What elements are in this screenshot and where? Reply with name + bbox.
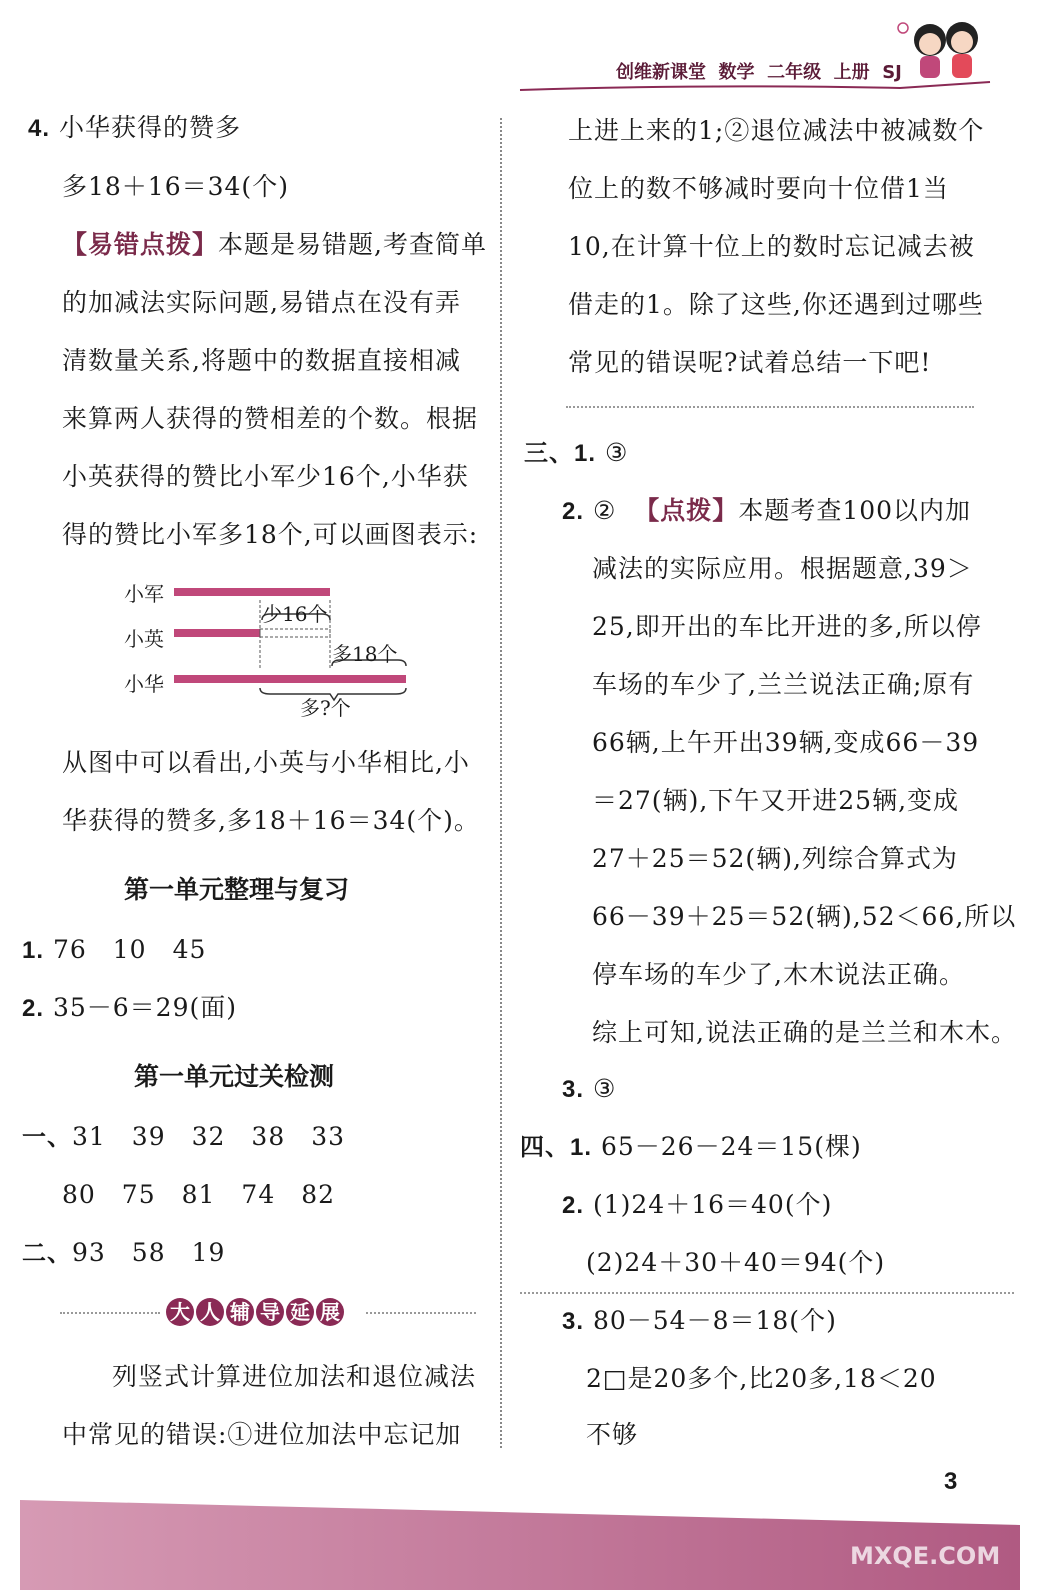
review-item-1: 1. 76 10 45	[22, 935, 207, 964]
volume: 上册	[833, 62, 870, 83]
q4-title: 小华获得的赞多	[58, 113, 241, 142]
label-more-q: 多?个	[300, 696, 351, 720]
ext-cont-line: 借走的1。除了这些,你还遇到过哪些	[568, 290, 984, 319]
s3-2-line: 27＋25＝52(辆),列综合算式为	[592, 844, 958, 873]
bar-xiaojun	[174, 588, 330, 596]
extension-line: 列竖式计算进位加法和退位减法	[112, 1362, 477, 1391]
s3-2-line: 停车场的车少了,木木说法正确。	[592, 960, 965, 989]
s4-item-2: 2. (1)24＋16＝40(个)	[562, 1190, 833, 1219]
column-divider	[500, 118, 502, 1448]
s4-item-3c: 不够	[586, 1420, 639, 1449]
test-item-2: 二、93 58 19	[22, 1238, 226, 1267]
s3-item-1: 三、1. ③	[524, 438, 629, 467]
conclusion-line: 华获得的赞多,多18＋16＝34(个)。	[62, 806, 480, 835]
test-item-1-row2: 80 75 81 74 82	[62, 1180, 336, 1209]
extension-banner: 大 人 辅 导 延 展	[166, 1298, 346, 1326]
s3-2-line: 车场的车少了,兰兰说法正确;原有	[592, 670, 975, 699]
test-item-1: 一、31 39 32 38 33	[22, 1122, 346, 1151]
tip-line: 的加减法实际问题,易错点在没有弄	[62, 288, 461, 317]
header-title	[616, 58, 902, 88]
extension-line: 中常见的错误:①进位加法中忘记加	[62, 1420, 462, 1449]
ext-cont-line: 位上的数不够减时要向十位借1当	[568, 174, 949, 203]
tip-line: 小英获得的赞比小军少16个,小华获	[62, 462, 469, 491]
subject: 数学	[718, 62, 755, 83]
s4-item-3b: 2□是20多个,比20多,18＜20	[586, 1364, 937, 1393]
conclusion-line: 从图中可以看出,小英与小华相比,小	[62, 748, 470, 777]
kids-illustration-icon	[898, 22, 978, 78]
s3-2-line: 25,即开出的车比开进的多,所以停	[592, 612, 982, 641]
footer-band	[0, 1470, 1056, 1590]
bar-xiaohua	[174, 675, 406, 683]
s3-2-line: 综上可知,说法正确的是兰兰和木木。	[592, 1018, 1017, 1047]
q4-number: 4.	[28, 115, 51, 142]
bar-xiaoying	[174, 629, 260, 637]
s3-2-line: ＝27(辆),下午又开进25辆,变成	[592, 786, 960, 815]
hint-label: 【点拨】	[634, 496, 739, 525]
banner-rule-right	[366, 1312, 476, 1314]
s3-2-line: 减法的实际应用。根据题意,39＞	[592, 554, 973, 583]
page-number: 3	[944, 1468, 958, 1495]
s4-item-1: 四、1. 65－26－24＝15(棵)	[520, 1132, 862, 1161]
section-title-test: 第一单元过关检测	[134, 1062, 335, 1091]
section-title-review: 第一单元整理与复习	[124, 875, 350, 904]
review-item-2: 2. 35－6＝29(面)	[22, 993, 238, 1022]
tip-line: 清数量关系,将题中的数据直接相减	[62, 346, 461, 375]
s3-2-line: 66－39＋25＝52(辆),52＜66,所以	[592, 902, 1017, 931]
label-less16: 少16个	[262, 602, 328, 626]
banner-rule-left	[60, 1312, 160, 1314]
tip-line: 来算两人获得的赞相差的个数。根据	[62, 404, 479, 433]
tip-label: 【易错点拨】	[62, 230, 219, 259]
label-more18: 多18个	[332, 642, 398, 666]
tip-first-line: 【易错点拨】本题是易错题,考查简单	[62, 230, 487, 259]
label-xiaoying: 小英	[124, 627, 164, 651]
s3-item-2: 2. ② 【点拨】本题考查100以内加	[562, 496, 972, 525]
watermark: MXQE.COM	[850, 1542, 1001, 1570]
label-xiaojun: 小军	[124, 582, 164, 606]
ext-cont-line: 上进上来的1;②退位减法中被减数个	[568, 116, 985, 145]
extension-end-rule	[566, 406, 974, 408]
s3-item-3: 3. ③	[562, 1074, 617, 1103]
label-xiaohua: 小华	[124, 672, 164, 696]
grade: 二年级	[767, 62, 822, 83]
s4-item-2b: (2)24＋30＋40＝94(个)	[586, 1248, 886, 1277]
s3-2-line: 66辆,上午开出39辆,变成66－39	[592, 728, 980, 757]
page-header	[0, 0, 1056, 100]
q4-line	[28, 113, 241, 144]
tip-line: 得的赞比小军多18个,可以画图表示:	[62, 520, 479, 549]
ext-cont-line: 常见的错误呢?试着总结一下吧!	[568, 348, 932, 377]
edition: SJ	[882, 62, 902, 83]
bar-xiaoying-missing	[260, 629, 330, 637]
rule-right-lower	[520, 1292, 1014, 1294]
s4-item-3: 3. 80－54－8＝18(个)	[562, 1306, 837, 1335]
book-title: 创维新课堂	[616, 62, 706, 83]
q4-equation: 多18＋16＝34(个)	[62, 172, 289, 201]
ext-cont-line: 10,在计算十位上的数时忘记减去被	[568, 232, 975, 261]
